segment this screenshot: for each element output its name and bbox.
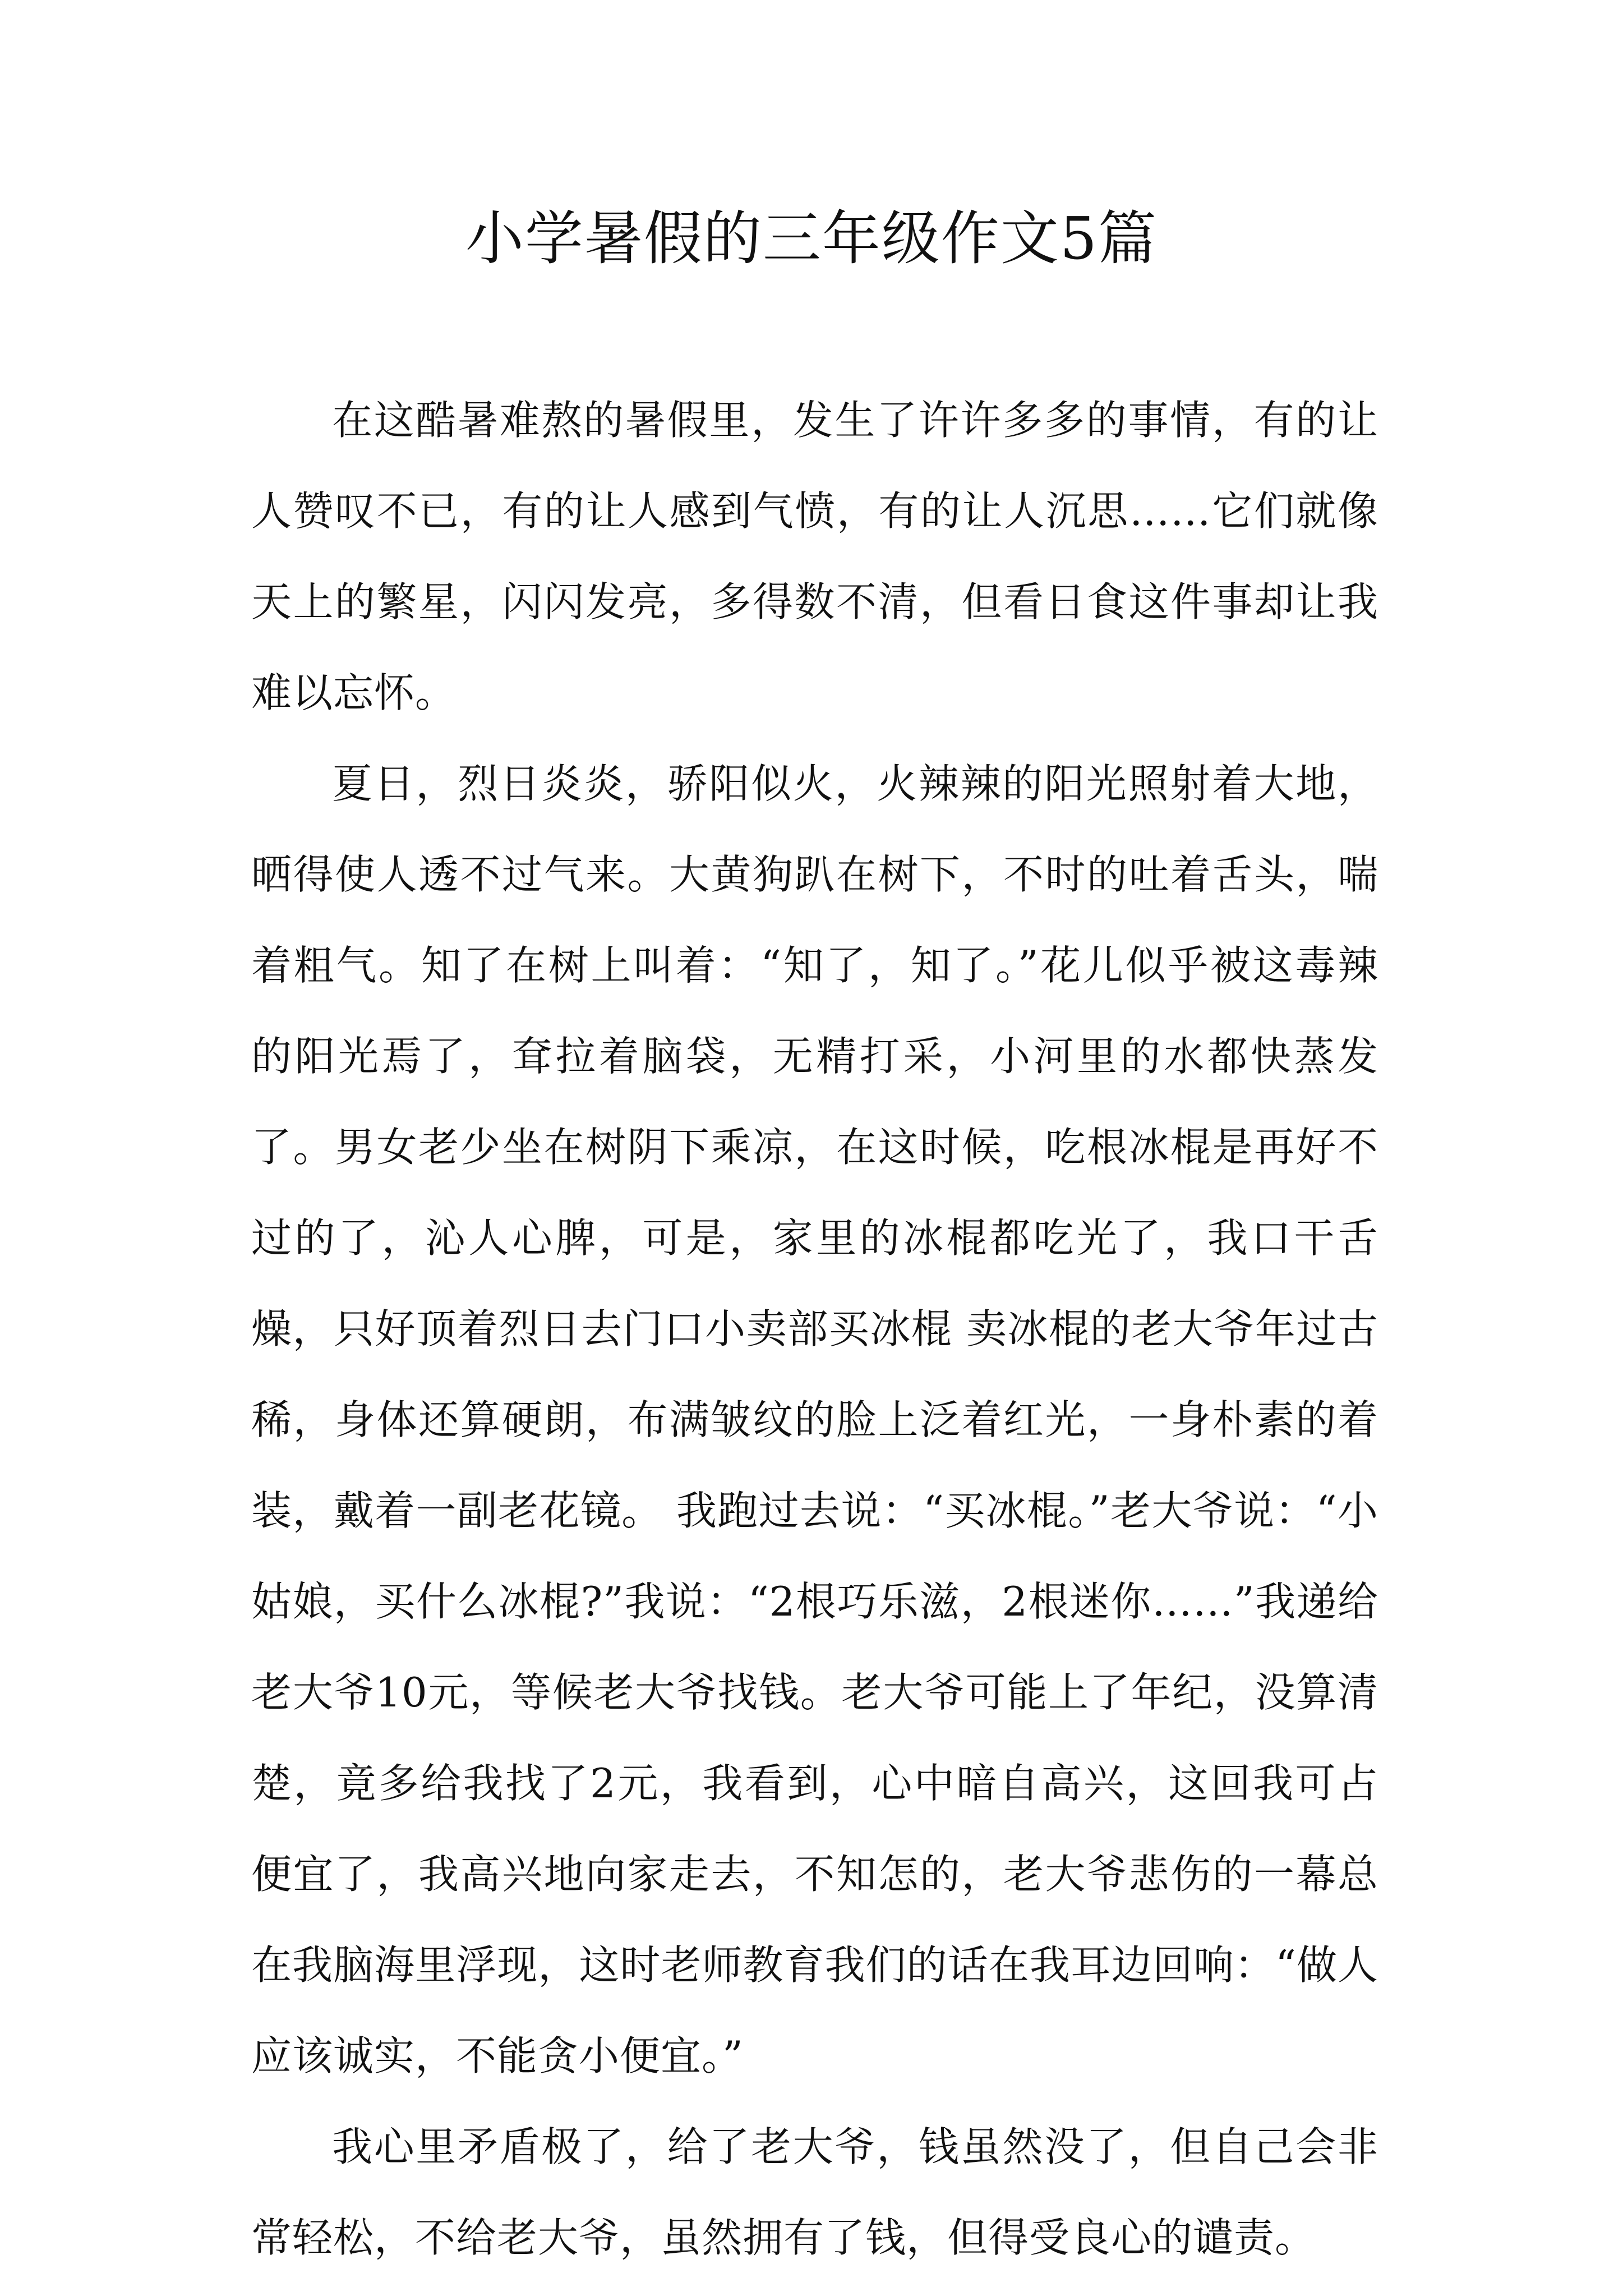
paragraph: 夏日，烈日炎炎，骄阳似火，火辣辣的阳光照射着大地，晒得使人透不过气来。大黄狗趴在树下，不时的吐着舌头，喘着粗气。知了在树上叫着：“知了，知了。”花儿似乎被这毒辣的阳光焉了，耷拉着脑袋，无精打采，小河里的水都快蒸发了。男女老少坐在树阴下乘凉，在这时候，吃根冰棍是再好不过的了，沁人心脾，可是，家里的冰棍都吃光了，我口干舌燥，只好顶着烈日去门口小卖部买冰棍 卖冰棍的老大爷年过古稀，身体还算硬朗，布满皱纹的脸上泛着红光，一身朴素的着装，戴着一副老花镜。 我跑过去说：“买冰棍。”老大爷说：“小姑娘，买什么冰棍?”我说：“2根巧乐滋，2根迷你……”我递给老大爷10元，等候老大爷找钱。老大爷可能上了年纪，没算清楚，竟多给我找了2元，我看到，心中暗自高兴，这回我可占便宜了，我高兴地向家走去，不知怎的，老大爷悲伤的一幕总在我脑海里浮现，这时老师教育我们的话在我耳边回响：“做人应该诚实，不能贪小便宜。” <box>251 760 1378 2079</box>
document-title: 小学暑假的三年级作文5篇 <box>465 204 1158 273</box>
paragraph: 我心里矛盾极了，给了老大爷，钱虽然没了，但自己会非常轻松，不给老大爷，虽然拥有了钱，但得受良心的谴责。 <box>251 2123 1378 2261</box>
document-body <box>251 375 1378 2283</box>
paragraph: 在这酷暑难熬的暑假里，发生了许许多多的事情，有的让人赞叹不已，有的让人感到气愤，有的让人沉思……它们就像天上的繁星，闪闪发亮，多得数不清，但看日食这件事却让我难以忘怀。 <box>251 397 1378 716</box>
